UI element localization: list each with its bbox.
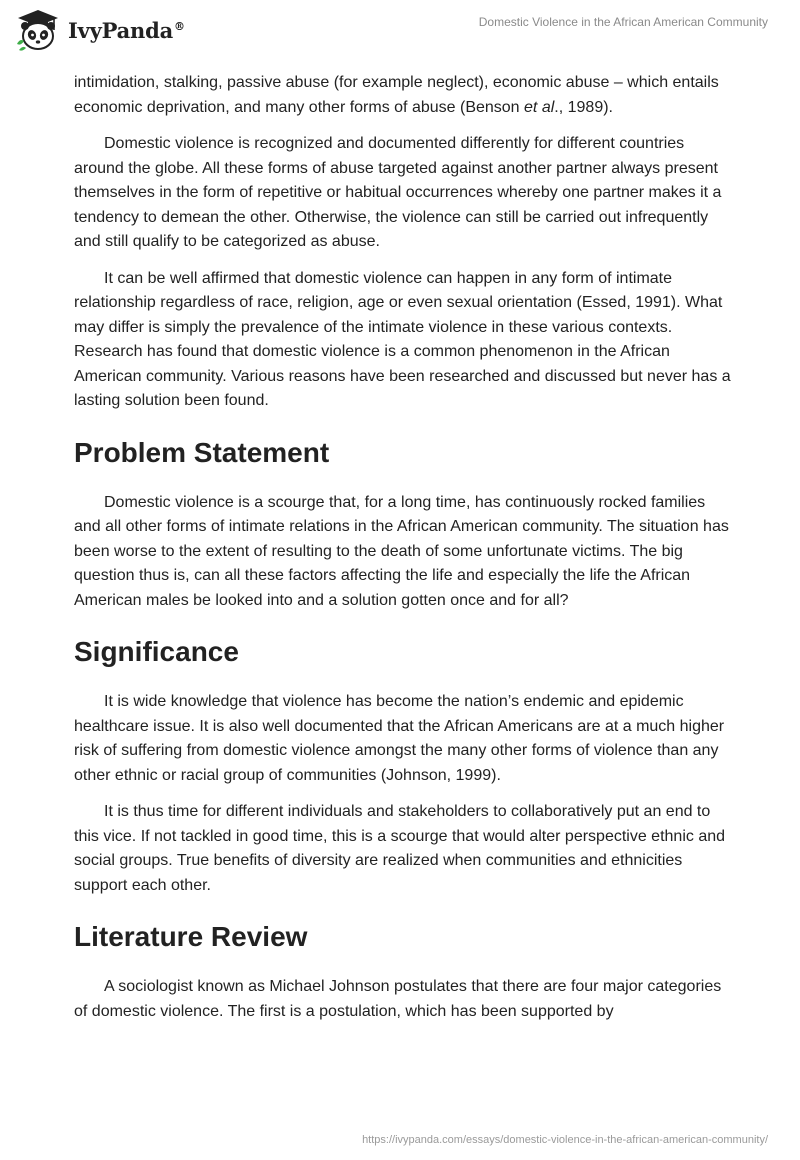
page-header: [0, 0, 800, 62]
document-title: Domestic Violence in the African American Community: [478, 15, 768, 29]
heading-significance: Significance: [74, 636, 239, 667]
paragraph-intro-continuation: intimidation, stalking, passive abuse (for example neglect), economic abuse – which entails economic deprivation, and many other forms of abuse (Benson et al., 1989).: [74, 74, 719, 116]
paragraph: Domestic violence is recognized and documented differently for different countries around the globe. All these forms of abuse targeted against another partner always present themselves in the form of repetitive or habitual occurrences whereby one partner makes it a tendency to demean the other. Otherwise, the violence can still be carried out infrequently and still qualify to be categorized as abuse.: [74, 135, 722, 250]
brand-name: IvyPanda®: [68, 17, 185, 43]
heading-literature-review: Literature Review: [74, 921, 308, 952]
paragraph: It is thus time for different individuals and stakeholders to collaboratively put an end to this vice. If not tackled in good time, this is a scourge that would alter perspective ethnic and social groups. True benefits of diversity are realized when communities and ethnicities support each other.: [74, 803, 726, 894]
source-url[interactable]: https://ivypanda.com/essays/domestic-violence-in-the-african-american-community/: [362, 1134, 768, 1146]
panda-graduate-icon: [14, 8, 62, 52]
paragraph: It is wide knowledge that violence has become the nation’s endemic and epidemic healthcare issue. It is also well documented that the African Americans are at a much higher risk of suffering from domestic violence amongst the many other forms of violence than any other ethnic or racial group of communities (Johnson, 1999).: [74, 693, 725, 784]
ivypanda-logo[interactable]: [14, 8, 185, 52]
paragraph: It can be well affirmed that domestic violence can happen in any form of intimate relationship regardless of race, religion, age or even sexual orientation (Essed, 1991). What may differ is simply the prevalence of the intimate violence in these various contexts. Research has found that domestic violence is a common phenomenon in the African American community. Various reasons have been researched and discussed but never has a lasting solution been found.: [74, 269, 731, 409]
essay-content: [74, 71, 734, 1036]
paragraph: Domestic violence is a scourge that, for a long time, has continuously rocked families and all other forms of intimate relations in the African American community. The situation has been worse to the extent of resulting to the death of some unfortunate victims. The big question thus is, can all these factors affecting the life and especially the life the African American males be looked into and a solution gotten once and for all?: [74, 493, 729, 609]
paragraph: A sociologist known as Michael Johnson postulates that there are four major categories of domestic violence. The first is a postulation, which has been supported by: [74, 978, 722, 1020]
heading-problem-statement: Problem Statement: [74, 436, 330, 468]
